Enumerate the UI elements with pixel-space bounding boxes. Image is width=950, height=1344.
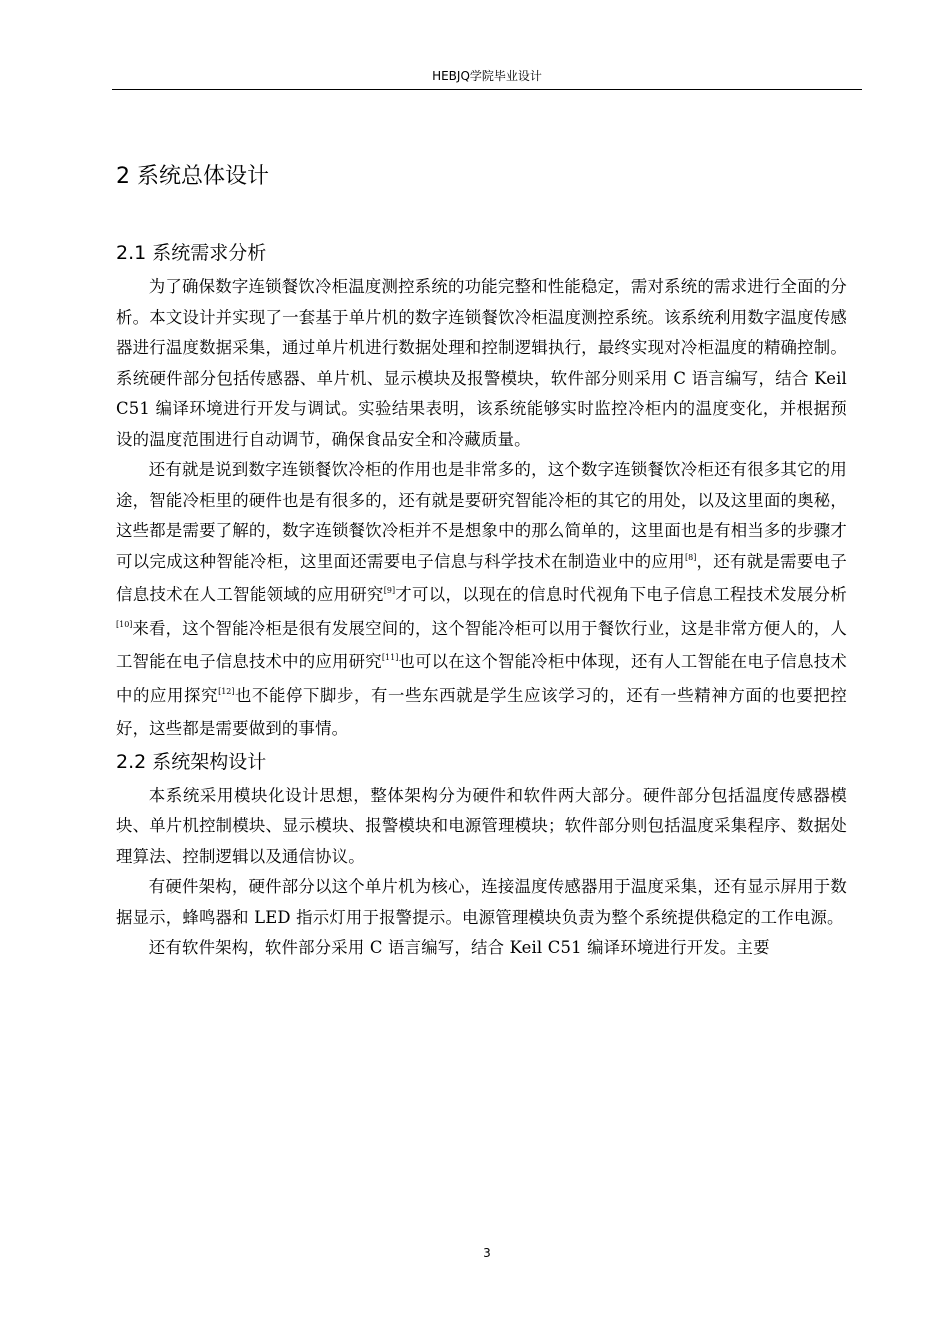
citation-ref: [8]	[685, 552, 697, 562]
running-header: HEBJQ学院毕业设计	[432, 69, 542, 83]
citation-ref: [10]	[116, 619, 133, 629]
citation-ref: [12]	[218, 686, 235, 696]
paragraph-text: 也不能停下脚步，有一些东西就是学生应该学习的，还有一些精神方面的也要把控好，这些都是需要做到的事情。	[116, 685, 848, 738]
section-title-2-2: 2.2 系统架构设计	[116, 750, 267, 773]
section-title-2-1: 2.1 系统需求分析	[116, 242, 267, 264]
paragraph: 有硬件架构，硬件部分以这个单片机为核心，连接温度传感器用于温度采集，还有显示屏用于数据显示，蜂鸣器和 LED 指示灯用于报警提示。电源管理模块负责为整个系统提供稳定的工作电源。	[116, 877, 847, 927]
chapter-title: 2 系统总体设计	[116, 164, 269, 189]
citation-ref: [9]	[383, 586, 396, 595]
paragraph-with-citations	[116, 455, 847, 745]
citation-ref: [11]	[381, 653, 399, 662]
paragraph-text: 还有就是说到数字连锁餐饮冷柜的作用也是非常多的，这个数字连锁餐饮冷柜还有很多其它的用途，智能冷柜里的硬件也是有很多的，还有就是要研究智能冷柜的其它的用处，以及这里面的奥秘，这些都是需要了解的，数字连锁餐饮冷柜并不是想象中的那么简单的，这里面也是有相当多的步骤才可以完成这种智能冷柜，这里面还需要电子信息与科学技术在制造业中的应用	[116, 460, 847, 571]
page-body	[116, 160, 847, 964]
paragraph-text: 才可以，以现在的信息时代视角下电子信息工程技术发展分析	[395, 585, 847, 604]
paragraph: 还有软件架构，软件部分采用 C 语言编写，结合 Keil C51 编译环境进行开发。主要	[148, 938, 770, 957]
page-number: 3	[483, 1246, 491, 1260]
header-rule	[112, 89, 862, 90]
paragraph-text: ，还有就是需要电子信息技术在人工智能领域的应用研究	[116, 551, 847, 604]
paragraph-text: 来看，这个智能冷柜是很有发展空间的，这个智能冷柜可以用于餐饮行业，这是非常方便人的，人工智能在电子信息技术中的应用研究	[116, 618, 847, 671]
paragraph: 本系统采用模块化设计思想，整体架构分为硬件和软件两大部分。硬件部分包括温度传感器模块、单片机控制模块、显示模块、报警模块和电源管理模块；软件部分则包括温度采集程序、数据处理算法、控制逻辑以及通信协议。	[116, 785, 847, 866]
paragraph: 为了确保数字连锁餐饮冷柜温度测控系统的功能完整和性能稳定，需对系统的需求进行全面的分析。本文设计并实现了一套基于单片机的数字连锁餐饮冷柜温度测控系统。该系统利用数字温度传感器进行温度数据采集，通过单片机进行数据处理和控制逻辑执行，最终实现对冷柜温度的精确控制。系统硬件部分包括传感器、单片机、显示模块及报警模块，软件部分则采用 C 语言编写，结合 Keil C51 编译环境进行开发与调试。实验结果表明，该系统能够实时监控冷柜内的温度变化，并根据预设的温度范围进行自动调节，确保食品安全和冷藏质量。	[116, 277, 847, 449]
paragraph-text: 也可以在这个智能冷柜中体现，还有人工智能在电子信息技术中的应用探究	[116, 652, 847, 705]
